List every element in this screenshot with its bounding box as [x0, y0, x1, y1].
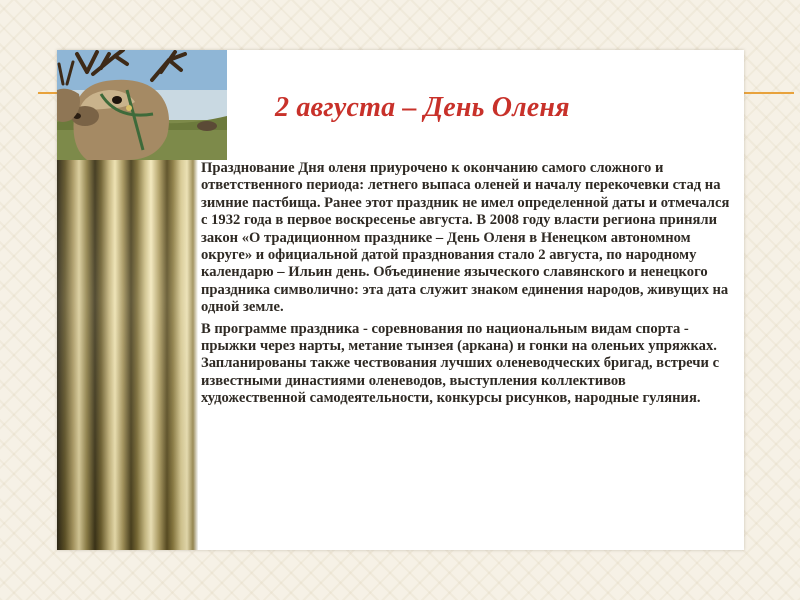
paragraph-celebration: Празднование Дня оленя приурочено к окончанию самого сложного и ответственного периода: летнего выпаса оленей и началу перекочевки стад на зимние пастбища. Ранее этот праздник не имел определенной даты и отмечался с 1932 года в первое воскресенье августа. В 2008 году власти региона приняли закон «О традиционном празднике – День Оленя в Ненецком автономном округе» и официальной датой празднования стало 2 августа, по народному календарю – Ильин день. Объединение языческого славянского и ненецкого праздника символично: эта дата служит знаком единения народов, живущих на одной земле. — [201, 160, 730, 316]
reindeer-photo — [57, 50, 227, 160]
slide-title: 2 августа – День Оленя — [275, 92, 570, 123]
paragraph-program: В программе праздника - соревнования по национальным видам спорта - прыжки через нарты, метание тынзея (аркана) и гонки на оленьих упряжках. Запланированы также чествования лучших оленеводческих бригад, встречи с известными династиями оленеводов, выступления коллективов художественной самодеятельности, конкурсы рисунков, народные гуляния. — [201, 320, 720, 407]
slide-body — [201, 160, 731, 412]
accent-line-right — [744, 92, 794, 94]
accent-line-left — [38, 92, 58, 94]
slide-panel — [57, 50, 744, 550]
